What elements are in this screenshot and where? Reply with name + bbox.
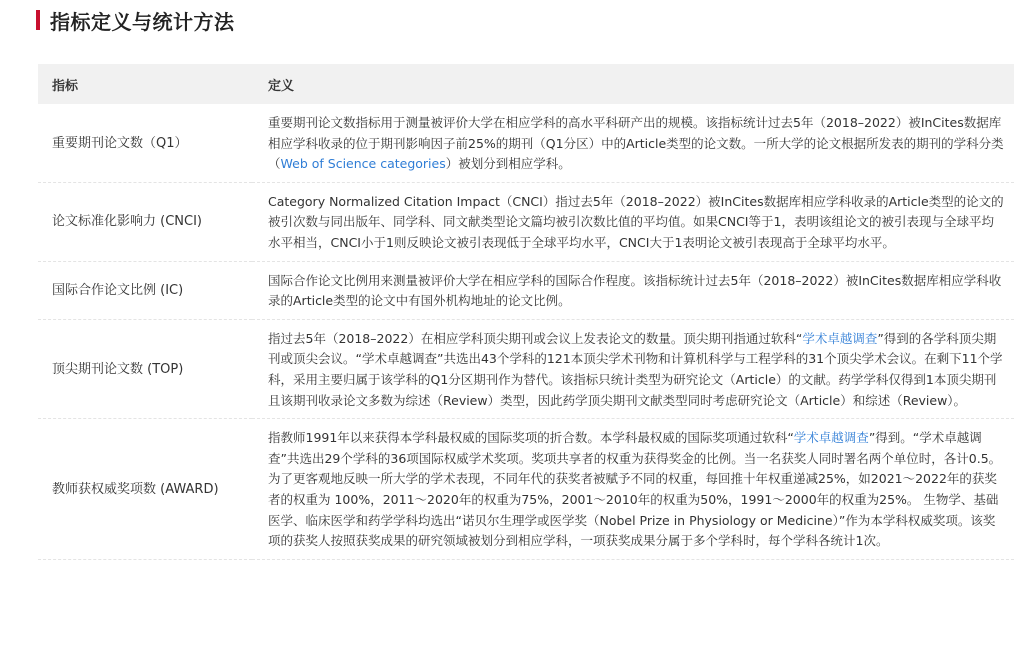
definition-text: 国际合作论文比例用来测量被评价大学在相应学科的国际合作程度。该指标统计过去5年（2018–2022）被InCites数据库相应学科收录的Article类型的论文中有国外机构地址的论文比例。 [268, 272, 1002, 309]
table-row [38, 419, 1014, 560]
table-row [38, 104, 1014, 182]
definition-text: ）被划分到相应学科。 [445, 156, 571, 172]
definition-text: Category Normalized Citation Impact（CNCI）指过去5年（2018–2022）被InCites数据库相应学科收录的Article类型的论文的被引次数与同出版年、同学科、同文献类型论文篇均被引次数比值的平均值。如果CNCI等于1，表明该组论文的被引表现与全球平均水平相当，CNCI小于1则反映论文被引表现低于全球平均水平，CNCI大于1表明论文被引表现高于全球平均水平。 [268, 193, 1004, 250]
metric-name: 顶尖期刊论文数 (TOP) [38, 319, 252, 418]
definition-text: ”得到。“学术卓越调查”共选出29个学科的36项国际权威学术奖项。奖项共享者的权重为获得奖金的比例。当一名获奖人同时署名两个单位时，各计0.5。为了更客观地反映一所大学的学术表现，不同年代的获奖者被赋予不同的权重，每回推十年权重递减25%，如2021～2022年的获奖者的权重为 100%，2011～2020年的权重为75%，2001～2010年的权重为50%，1991～2000年的权重为25%。 生物学、基础医学、临床医学和药学学科均选出“诺贝尔生理学或医学奖（Nobel Prize in Physiology or Medicine）”作为本学科权威奖项。该奖项的获奖人按照获奖成果的研究领域被划分到相应学科，一项获奖成果分属于多个学科时，每个学科各统计1次。 [268, 430, 1002, 549]
definition-text: ”得到的各学科顶尖期刊或顶尖会议。“学术卓越调查”共选出43个学科的121本顶尖学术刊物和计算机科学与工程学科的31个顶尖学术会议。在剩下11个学科，采用主要归属于该学科的Q1分区期刊作为替代。该指标只统计类型为研究论文（Article）的文献。药学学科仅得到1本顶尖期刊且该期刊收录论文多数为综述（Review）类型，因此药学顶尖期刊文献类型同时考虑研究论文（Article）和综述（Review）。 [268, 330, 1003, 408]
page-title: 指标定义与统计方法 [50, 9, 235, 34]
table-row [38, 261, 1014, 319]
table-row [38, 182, 1014, 261]
header-definition: 定义 [252, 64, 1014, 104]
academic-excellence-survey-link[interactable]: 学术卓越调查 [793, 430, 869, 446]
wos-categories-link[interactable]: Web of Science categories [280, 156, 446, 172]
metric-definition [252, 319, 1014, 418]
metric-definition [252, 419, 1014, 560]
metric-definition [252, 104, 1014, 182]
title-accent-bar [36, 10, 40, 30]
metric-definition [252, 182, 1014, 261]
definitions-table [38, 64, 1014, 560]
definition-text: 重要期刊论文数指标用于测量被评价大学在相应学科的高水平科研产出的规模。该指标统计过去5年（2018–2022）被InCites数据库相应学科收录的位于期刊影响因子前25%的期刊（Q1分区）中的Article类型的论文数。一所大学的论文根据所发表的期刊的学科分类（ [268, 115, 1004, 172]
metric-name: 国际合作论文比例 (IC) [38, 261, 252, 319]
metric-name: 教师获权威奖项数 (AWARD) [38, 419, 252, 560]
header-metric: 指标 [38, 64, 252, 104]
metric-name: 重要期刊论文数（Q1） [38, 104, 252, 182]
definition-text: 指过去5年（2018–2022）在相应学科顶尖期刊或会议上发表论文的数量。顶尖期刊指通过软科“ [268, 330, 803, 346]
metric-definition [252, 261, 1014, 319]
section-header [36, 8, 235, 32]
definition-text: 指教师1991年以来获得本学科最权威的国际奖项的折合数。本学科最权威的国际奖项通过软科“ [268, 430, 794, 446]
table-header-row [38, 64, 1014, 104]
metric-name: 论文标准化影响力 (CNCI) [38, 182, 252, 261]
table-row [38, 319, 1014, 418]
academic-excellence-survey-link[interactable]: 学术卓越调查 [802, 330, 878, 346]
